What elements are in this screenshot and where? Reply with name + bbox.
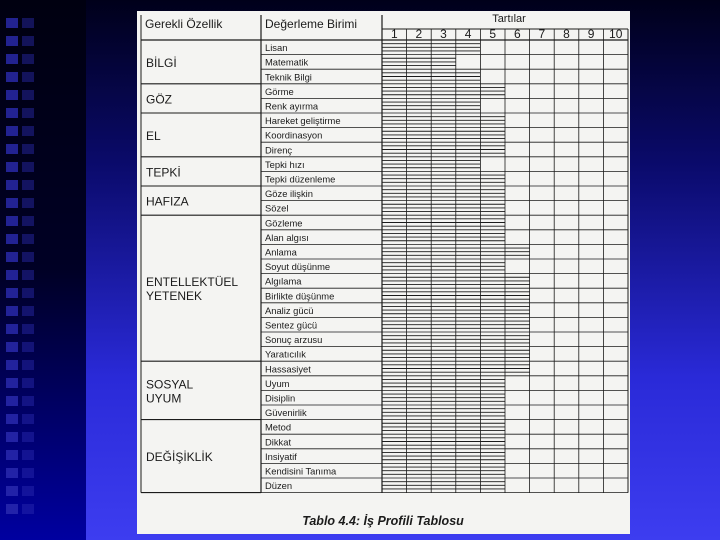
weight-bar: [382, 423, 505, 430]
group-label: TEPKİ: [146, 165, 181, 180]
decorative-squares-faded: [22, 18, 34, 518]
weight-bar: [382, 482, 505, 489]
group-label: YETENEK: [146, 289, 203, 304]
row-label: Renk ayırma: [265, 100, 319, 112]
weight-bar: [382, 146, 505, 153]
weight-bar: [382, 131, 505, 138]
row-label: Hareket geliştirme: [265, 115, 341, 127]
weight-scale-1: 1: [390, 27, 398, 41]
row-label: Disiplin: [265, 392, 296, 404]
decorative-squares: [6, 18, 18, 518]
group-label: BİLGİ: [146, 55, 177, 70]
table-caption: Tablo 4.4: İş Profili Tablosu: [302, 514, 464, 528]
row-label: Uyum: [265, 377, 290, 389]
row-label: Düzen: [265, 480, 293, 492]
weight-scale-2: 2: [415, 27, 423, 41]
row-label: Sözel: [265, 202, 289, 214]
group-label: DEĞİŞİKLİK: [146, 450, 213, 465]
table-grid: [141, 15, 628, 493]
group-label: ENTELLEKTÜEL: [146, 275, 239, 290]
row-label: Direnç: [265, 144, 293, 156]
row-label: Görme: [265, 85, 294, 97]
weight-scale-5: 5: [489, 27, 497, 41]
row-labels: [265, 42, 341, 491]
weight-bar: [382, 117, 505, 124]
weight-bar: [382, 190, 505, 197]
row-label: Metod: [265, 421, 292, 433]
row-label: Sonuç arzusu: [265, 334, 323, 346]
row-label: Matematik: [265, 56, 309, 68]
weight-scale-8: 8: [563, 27, 570, 41]
group-label: HAFIZA: [146, 194, 189, 209]
row-label: Tepki düzenleme: [265, 173, 336, 185]
row-label: Göze ilişkin: [265, 188, 313, 200]
row-label: Koordinasyon: [265, 129, 323, 141]
weight-bar: [382, 87, 505, 94]
group-label: GÖZ: [146, 92, 172, 107]
weight-bar: [382, 58, 456, 65]
weight-scale-7: 7: [538, 27, 546, 41]
weight-scale-4: 4: [464, 27, 472, 41]
row-label: Tepki hızı: [265, 158, 305, 170]
group-label: EL: [146, 128, 161, 143]
header-weights: Tartılar: [492, 13, 526, 25]
group-label: UYUM: [146, 391, 182, 406]
weight-bar: [382, 219, 505, 226]
row-label: Lisan: [265, 42, 288, 54]
weight-bar: [382, 175, 505, 182]
weight-scale-3: 3: [440, 27, 447, 41]
row-label: Güvenirlik: [265, 407, 307, 419]
weight-bar: [382, 409, 505, 416]
weight-bar: [382, 438, 505, 445]
row-label: Soyut düşünme: [265, 261, 331, 273]
row-label: Gözleme: [265, 217, 303, 229]
row-label: Algılama: [265, 275, 302, 287]
weight-bar: [382, 467, 505, 474]
row-label: Hassasiyet: [265, 363, 311, 375]
weight-bar: [382, 452, 505, 459]
weight-bar: [382, 394, 505, 401]
weight-bar: [382, 263, 505, 270]
row-label: Anlama: [265, 246, 297, 258]
row-label: Analiz gücü: [265, 304, 314, 316]
weight-scale-6: 6: [513, 27, 521, 41]
weight-bar: [382, 379, 505, 386]
weight-bar: [382, 204, 505, 211]
scanned-table-page: [137, 11, 630, 534]
row-label: Kendisini Tanıma: [265, 465, 337, 477]
row-label: Yaratıcılık: [265, 348, 306, 360]
row-label: Birlikte düşünme: [265, 290, 335, 302]
job-profile-table: [137, 11, 630, 534]
row-label: Alan algısı: [265, 231, 309, 243]
row-label: Dikkat: [265, 436, 292, 448]
weight-scale-9: 9: [587, 27, 595, 41]
row-label: Teknik Bilgi: [265, 71, 312, 83]
group-label: SOSYAL: [146, 377, 194, 392]
weight-scale-10: 10: [609, 27, 623, 41]
weight-bar: [382, 233, 505, 240]
header-evaluation-unit: Değerleme Birimi: [265, 17, 358, 31]
row-label: Insiyatif: [265, 450, 297, 462]
header-required-feature: Gerekli Özellik: [145, 17, 223, 31]
group-labels: [146, 56, 238, 464]
row-label: Sentez gücü: [265, 319, 318, 331]
